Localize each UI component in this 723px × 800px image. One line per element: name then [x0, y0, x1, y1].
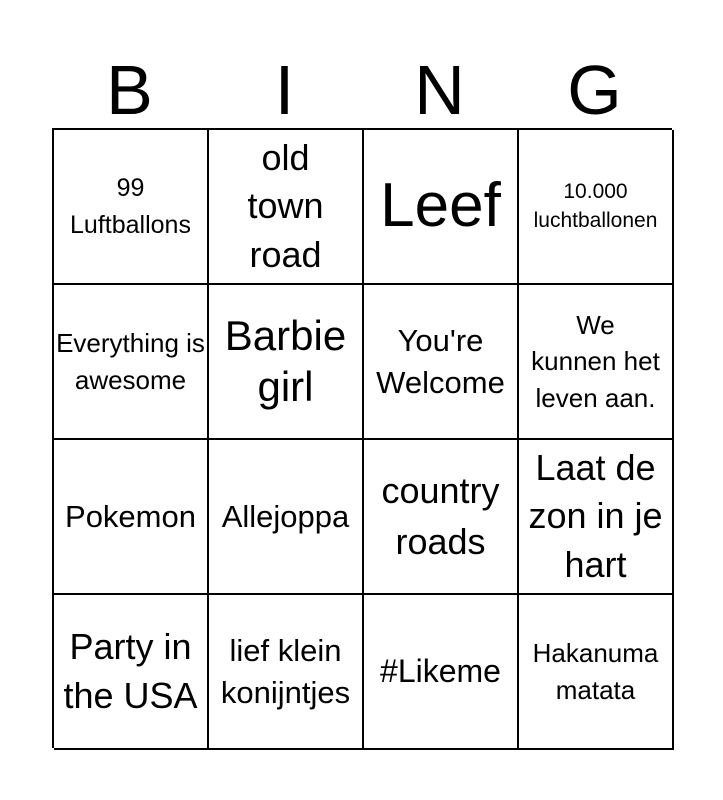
cell-text: We kunnen het leven aan.: [531, 309, 660, 413]
cell-text: old town road: [247, 136, 324, 275]
cell-text: 10.000 luchtballonen: [533, 180, 658, 232]
header-letter-g: G: [567, 51, 622, 129]
bingo-cell[interactable]: [519, 595, 674, 750]
cell-text: You're Welcome: [376, 322, 505, 400]
bingo-cell[interactable]: [519, 285, 674, 440]
bingo-cell[interactable]: [364, 440, 519, 595]
bingo-cell[interactable]: [54, 440, 209, 595]
cell-text: Allejoppa: [221, 498, 350, 534]
bingo-cell[interactable]: [519, 440, 674, 595]
cell-text: country roads: [381, 470, 500, 562]
bingo-cell[interactable]: [54, 285, 209, 440]
bingo-cell[interactable]: [209, 440, 364, 595]
bingo-grid: [52, 128, 672, 748]
cell-text: #Likeme: [380, 653, 501, 690]
bingo-cell[interactable]: [209, 595, 364, 750]
cell-text: Leef: [380, 171, 501, 241]
header-letter-i: I: [274, 51, 295, 129]
bingo-cell[interactable]: [54, 595, 209, 750]
bingo-cell[interactable]: [209, 285, 364, 440]
bingo-cell[interactable]: [209, 130, 364, 285]
cell-text: Hakanuma matata: [532, 638, 659, 705]
header-letter-b: B: [106, 51, 153, 129]
bingo-cell[interactable]: [364, 285, 519, 440]
cell-text: Pokemon: [65, 498, 196, 534]
cell-text: Barbie girl: [224, 312, 347, 410]
header-letter-n: N: [414, 51, 465, 129]
cell-text: 99 Luftballons: [70, 174, 191, 239]
cell-text: lief klein konijntjes: [220, 632, 351, 710]
bingo-cell[interactable]: [54, 130, 209, 285]
bingo-cell[interactable]: [364, 130, 519, 285]
cell-text: Party in the USA: [63, 625, 198, 716]
cell-text: Laat de zon in je hart: [528, 446, 663, 585]
cell-text: Everything is awesome: [56, 328, 205, 395]
bingo-cell[interactable]: [364, 595, 519, 750]
bingo-cell[interactable]: [519, 130, 674, 285]
bingo-header: [52, 52, 672, 128]
